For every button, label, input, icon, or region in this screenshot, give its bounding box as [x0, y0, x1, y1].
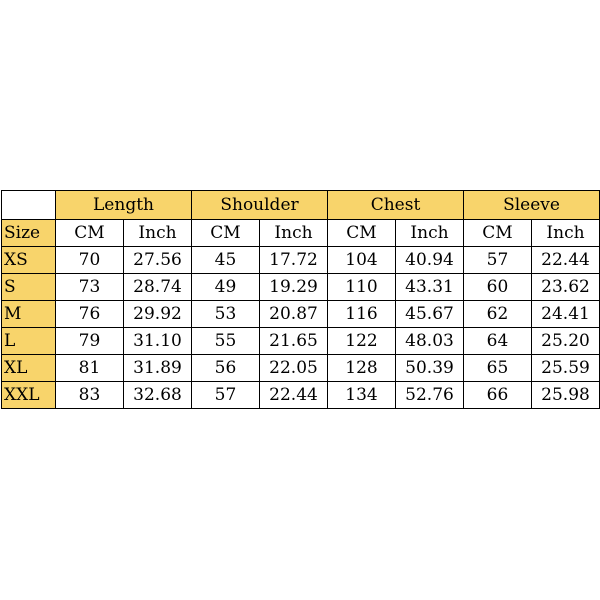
- size-label-cell: L: [2, 328, 56, 355]
- unit-header-row: [2, 220, 600, 247]
- size-label-cell: S: [2, 274, 56, 301]
- measurement-cell: 21.65: [260, 328, 328, 355]
- measurement-cell: 62: [464, 301, 532, 328]
- group-header-length: Length: [56, 191, 192, 220]
- table-row: [2, 301, 600, 328]
- corner-cell: [2, 191, 56, 220]
- measurement-cell: 20.87: [260, 301, 328, 328]
- size-chart-table: [1, 190, 600, 409]
- measurement-cell: 45: [192, 247, 260, 274]
- group-header-chest: Chest: [328, 191, 464, 220]
- measurement-cell: 45.67: [396, 301, 464, 328]
- measurement-cell: 57: [192, 382, 260, 409]
- measurement-cell: 73: [56, 274, 124, 301]
- size-column-header: Size: [2, 220, 56, 247]
- measurement-cell: 25.20: [532, 328, 600, 355]
- table-row: [2, 355, 600, 382]
- measurement-cell: 104: [328, 247, 396, 274]
- measurement-cell: 50.39: [396, 355, 464, 382]
- measurement-cell: 81: [56, 355, 124, 382]
- unit-header-cell: CM: [464, 220, 532, 247]
- table-row: [2, 274, 600, 301]
- measurement-cell: 28.74: [124, 274, 192, 301]
- measurement-cell: 31.89: [124, 355, 192, 382]
- measurement-cell: 24.41: [532, 301, 600, 328]
- measurement-cell: 76: [56, 301, 124, 328]
- measurement-cell: 56: [192, 355, 260, 382]
- unit-header-cell: Inch: [124, 220, 192, 247]
- measurement-group-header-row: [2, 191, 600, 220]
- measurement-cell: 83: [56, 382, 124, 409]
- size-label-cell: XL: [2, 355, 56, 382]
- measurement-cell: 57: [464, 247, 532, 274]
- measurement-cell: 25.98: [532, 382, 600, 409]
- unit-header-cell: CM: [328, 220, 396, 247]
- measurement-cell: 49: [192, 274, 260, 301]
- measurement-cell: 43.31: [396, 274, 464, 301]
- measurement-cell: 17.72: [260, 247, 328, 274]
- unit-header-cell: CM: [192, 220, 260, 247]
- measurement-cell: 19.29: [260, 274, 328, 301]
- size-label-cell: XS: [2, 247, 56, 274]
- group-header-sleeve: Sleeve: [464, 191, 600, 220]
- measurement-cell: 32.68: [124, 382, 192, 409]
- measurement-cell: 65: [464, 355, 532, 382]
- measurement-cell: 48.03: [396, 328, 464, 355]
- table-row: [2, 382, 600, 409]
- unit-header-cell: CM: [56, 220, 124, 247]
- measurement-cell: 40.94: [396, 247, 464, 274]
- table-row: [2, 328, 600, 355]
- unit-header-cell: Inch: [532, 220, 600, 247]
- measurement-cell: 64: [464, 328, 532, 355]
- measurement-cell: 23.62: [532, 274, 600, 301]
- measurement-cell: 134: [328, 382, 396, 409]
- measurement-cell: 55: [192, 328, 260, 355]
- measurement-cell: 79: [56, 328, 124, 355]
- measurement-cell: 110: [328, 274, 396, 301]
- measurement-cell: 60: [464, 274, 532, 301]
- measurement-cell: 22.44: [260, 382, 328, 409]
- measurement-cell: 22.05: [260, 355, 328, 382]
- measurement-cell: 128: [328, 355, 396, 382]
- unit-header-cell: Inch: [396, 220, 464, 247]
- size-label-cell: XXL: [2, 382, 56, 409]
- measurement-cell: 27.56: [124, 247, 192, 274]
- measurement-cell: 53: [192, 301, 260, 328]
- measurement-cell: 29.92: [124, 301, 192, 328]
- group-header-shoulder: Shoulder: [192, 191, 328, 220]
- measurement-cell: 31.10: [124, 328, 192, 355]
- measurement-cell: 66: [464, 382, 532, 409]
- measurement-cell: 70: [56, 247, 124, 274]
- unit-header-cell: Inch: [260, 220, 328, 247]
- table-row: [2, 247, 600, 274]
- measurement-cell: 52.76: [396, 382, 464, 409]
- measurement-cell: 22.44: [532, 247, 600, 274]
- size-label-cell: M: [2, 301, 56, 328]
- measurement-cell: 116: [328, 301, 396, 328]
- measurement-cell: 25.59: [532, 355, 600, 382]
- measurement-cell: 122: [328, 328, 396, 355]
